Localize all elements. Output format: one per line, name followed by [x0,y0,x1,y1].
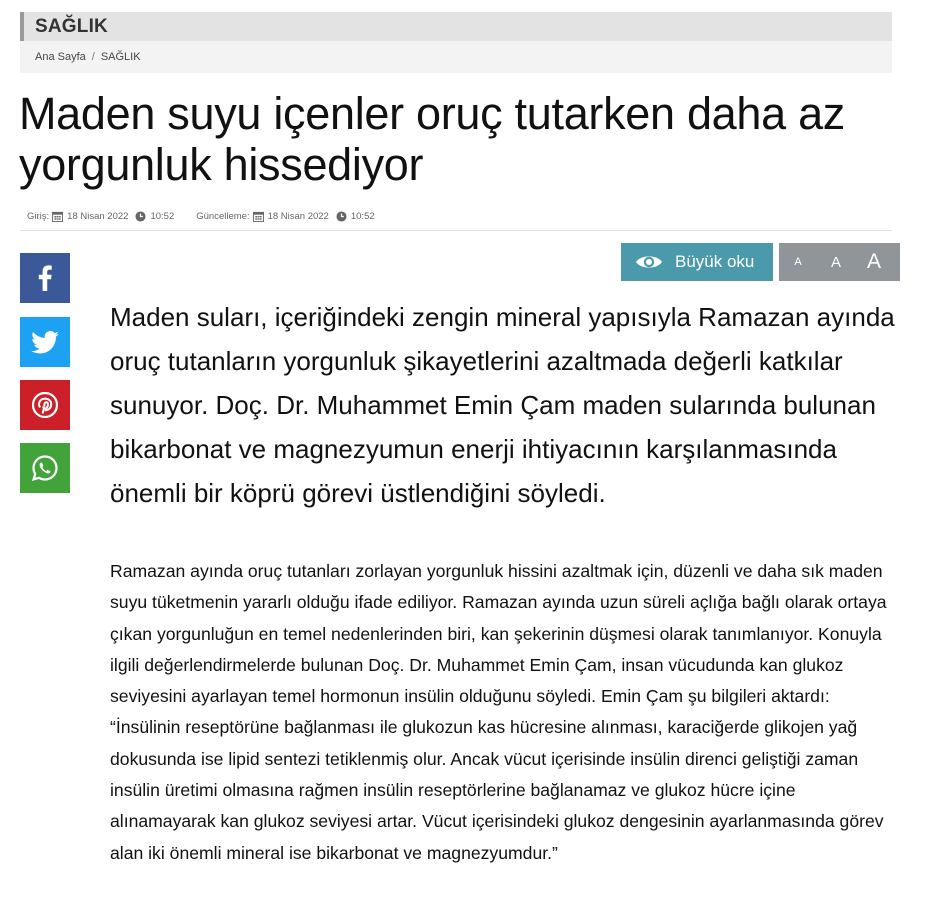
clock-icon [336,211,347,222]
font-size-control [779,243,900,281]
updated-date: 18 Nisan 2022 [267,210,329,222]
article-meta [27,209,892,223]
share-pinterest-button[interactable] [20,380,70,430]
whatsapp-icon [31,454,59,482]
share-twitter-button[interactable] [20,317,70,367]
breadcrumb-home-link[interactable]: Ana Sayfa [35,51,86,63]
breadcrumb-current-link[interactable]: SAĞLIK [100,51,141,63]
read-aloud-label: Büyük oku [675,252,755,271]
share-facebook-button[interactable] [20,253,70,303]
published-label: Giriş: [27,210,50,222]
twitter-icon [31,331,59,354]
font-size-large-button[interactable]: A [866,250,881,273]
font-size-small-button[interactable]: A [794,256,802,268]
section-title: SAĞLIK [35,15,108,37]
share-whatsapp-button[interactable] [20,443,70,493]
eye-icon [635,253,663,271]
meta-divider [20,230,892,231]
calendar-icon [52,211,63,222]
section-header [20,12,892,41]
calendar-icon [253,211,264,222]
facebook-icon [38,265,52,291]
article-lead: Maden suları, içeriğindeki zengin mineral yapısıyla Ramazan ayında oruç tutanların yorgunluk şikayetlerini azaltmada değerli katkılar sunuyor. Doç. Dr. Muhammet Emin Çam maden sularında bulunan bikarbonat ve magnezyumun enerji ihtiyacının karşılanmasında önemli bir köprü görevi üstlendiğini söyledi. [110,302,895,508]
breadcrumb-separator: / [91,51,95,63]
updated-time: 10:52 [350,210,375,222]
breadcrumb [20,41,892,73]
article-headline: Maden suyu içenler oruç tutarken daha az yorgunluk hissediyor [19,88,845,190]
article-body: Ramazan ayında oruç tutanları zorlayan yorgunluk hissini azaltmak için, düzenli ve daha sık maden suyu tüketmenin yararlı olduğu ifade ediliyor. Ramazan ayında uzun süreli açlığa bağlı olarak ortaya çıkan yorgunluğun en temel nedenlerinden biri, kan şekerinin düşmesi olarak tanımlanıyor. Konuyla ilgili değerlendirmelerde bulunan Doç. Dr. Muhammet Emin Çam, insan vücudunda kan glukoz seviyesini ayarlayan temel hormonun insülin olduğunu söyledi. Emin Çam şu bilgileri aktardı: “İnsülinin reseptörüne bağlanması ile glukozun kas hücresine alınması, karaciğerde glikojen yağ dokusunda ise lipid sentezi tetiklenmiş olur. Ancak vücut içerisinde insülin direnci geliştiği zaman insülin üretimi olmasına rağmen insülin reseptörlerine bağlanamaz ve glukoz hücre içine alınamayarak kan glukoz seviyesi artar. Vücut içerisindeki glukoz dengesinin ayarlanmasında görev alan iki önemli mineral ise bikarbonat ve magnezyumdur.” [110,561,887,863]
published-date: 18 Nisan 2022 [67,210,129,222]
clock-icon [135,211,146,222]
read-aloud-button[interactable] [621,243,773,281]
published-time: 10:52 [150,210,175,222]
font-size-medium-button[interactable]: A [830,253,841,271]
updated-label: Güncelleme: [196,210,250,222]
pinterest-icon [32,392,58,418]
